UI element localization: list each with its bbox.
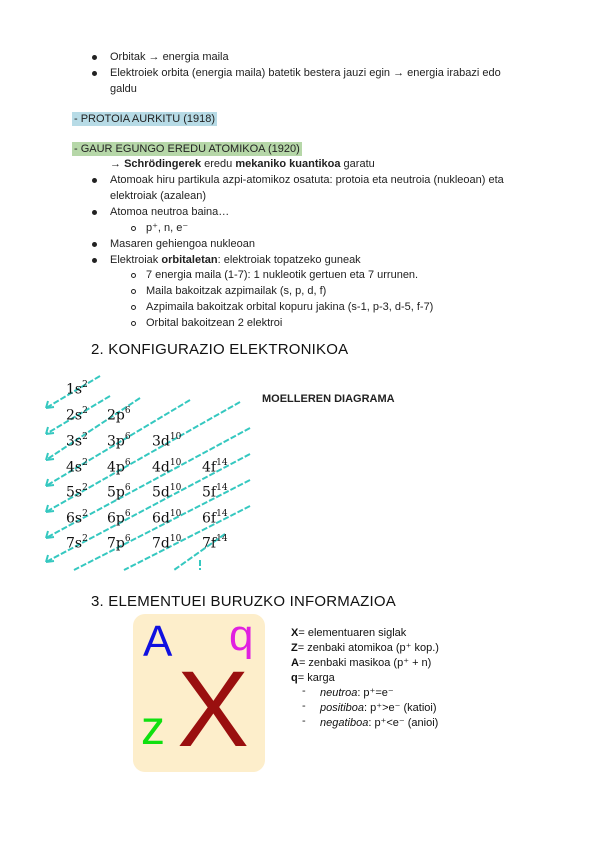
orbital-label: 5p: [107, 484, 125, 501]
x-text: = elementuaren siglak: [298, 627, 407, 639]
orbital-electrons: 6: [124, 509, 131, 519]
orbital-label: 4f: [202, 459, 217, 476]
z-key: Z: [291, 642, 298, 654]
gaur-text: - GAUR EGUNGO EREDU ATOMIKOA (1920): [74, 143, 300, 155]
bullet-elektroiak-orbitaletan: [110, 252, 361, 268]
orbital-7f: [202, 535, 228, 552]
orbital-electrons: 10: [169, 534, 182, 544]
orbital-5s: [66, 484, 88, 501]
orbital-1s: [66, 381, 88, 398]
orbital-label: 7p: [107, 535, 125, 552]
bullet-orbitak: Orbitak → energia maila: [110, 51, 229, 63]
orbital-4d: [152, 459, 181, 476]
orbital-label: 3s: [66, 433, 83, 450]
orbital-electrons: 2: [82, 534, 88, 544]
bullet-dot: [92, 55, 97, 60]
orbital-5d: [152, 484, 181, 501]
orbital-electrons: 14: [216, 534, 228, 544]
info-z: [291, 641, 439, 656]
bullet-dot: [92, 258, 97, 263]
dash-marker: -: [302, 715, 306, 727]
orbital-electrons: 10: [169, 458, 182, 468]
orbital-3p: [107, 433, 131, 450]
neutroa-text: : p⁺=e⁻: [357, 687, 394, 699]
schrodinger-name: Schrödingerek: [124, 158, 202, 170]
negatiboa-text: : p⁺<e⁻ (anioi): [368, 717, 439, 729]
orbital-electrons: 10: [169, 432, 182, 442]
bullet-dot: [92, 178, 97, 183]
q-text: = karga: [297, 672, 335, 684]
info-neutroa: [320, 686, 394, 701]
orbital-label: 3p: [107, 433, 125, 450]
orbital-label: 6f: [202, 510, 217, 527]
schrodinger-line: [110, 156, 375, 172]
orbital-5f: [202, 484, 228, 501]
schro-mid: eredu: [201, 158, 236, 170]
a-text: = zenbaki masikoa (p⁺ + n): [298, 657, 432, 669]
orbital-7d: [152, 535, 181, 552]
info-q: [291, 671, 335, 686]
orbital-electrons: 6: [124, 534, 131, 544]
sub-bullet-circle: [131, 289, 136, 294]
orbital-label: 2p: [107, 407, 125, 424]
orbital-label: 7f: [202, 535, 217, 552]
orbital-electrons: 2: [82, 380, 88, 390]
orbital-6s: [66, 510, 88, 527]
gaur-heading: [72, 141, 302, 157]
orbital-7p: [107, 535, 131, 552]
sub-bullet-circle: [131, 321, 136, 326]
orbital-label: 5s: [66, 484, 83, 501]
section-3-heading: 3. ELEMENTUEI BURUZKO INFORMAZIOA: [91, 593, 396, 610]
sub-bullet-circle: [131, 273, 136, 278]
orbital-electrons: 2: [82, 406, 88, 416]
bullet-atomoak-cont: elektroiak (azalean): [110, 190, 206, 202]
orbital-label: 5d: [152, 484, 170, 501]
orbital-label: 4d: [152, 459, 170, 476]
orbital-electrons: 2: [82, 458, 88, 468]
mass-number-symbol: A: [143, 617, 173, 666]
section-2-heading: 2. KONFIGURAZIO ELEKTRONIKOA: [91, 341, 349, 358]
sub-bullet-circle: [131, 226, 136, 231]
element-symbol-box: [133, 614, 265, 772]
neutroa-key: neutroa: [320, 687, 358, 699]
moeller-title: MOELLEREN DIAGRAMA: [262, 393, 395, 405]
sub-energia-maila: 7 energia maila (1-7): 1 nukleotik gertuen eta 7 urrunen.: [146, 269, 419, 281]
positiboa-key: positiboa: [320, 702, 365, 714]
schro-end: garatu: [340, 158, 375, 170]
orbital-electrons: 2: [82, 483, 88, 493]
info-negatiboa: [320, 716, 438, 731]
sub-maila-bakoitzak: Maila bakoitzak azpimailak (s, p, d, f): [146, 285, 327, 297]
info-x: [291, 626, 406, 641]
orbital-label: 6s: [66, 510, 83, 527]
orbital-7s: [66, 535, 88, 552]
dash-marker: -: [302, 685, 306, 697]
atomic-number-symbol: z: [141, 702, 165, 755]
orbital-4f: [202, 459, 228, 476]
orbital-electrons: 6: [124, 406, 131, 416]
sub-bullet-circle: [131, 305, 136, 310]
b4-post: : elektroiak topatzeko guneak: [217, 254, 361, 266]
mekaniko-kuantikoa: mekaniko kuantikoa: [235, 158, 341, 170]
q-key: q: [291, 672, 298, 684]
a-key: A: [291, 657, 299, 669]
dash-marker: -: [302, 700, 306, 712]
orbital-electrons: 10: [169, 509, 182, 519]
orbital-6p: [107, 510, 131, 527]
b4-pre: Elektroiak: [110, 254, 162, 266]
info-a: [291, 656, 431, 671]
bullet-atomoak: Atomoak hiru partikula azpi-atomikoz osatuta: protoia eta neutroia (nukleoan) eta: [110, 174, 504, 186]
moeller-arrowhead: [46, 555, 54, 562]
orbital-label: 6d: [152, 510, 170, 527]
orbital-label: 1s: [66, 381, 83, 398]
orbital-label: 3d: [152, 433, 170, 450]
orbital-label: 2s: [66, 407, 83, 424]
orbitaletan-bold: orbitaletan: [161, 254, 218, 266]
protoia-text: - PROTOIA AURKITU (1918): [74, 113, 216, 125]
charge-symbol: q: [229, 614, 254, 660]
sub-azpimaila: Azpimaila bakoitzak orbital kopuru jakina (s-1, p-3, d-5, f-7): [146, 301, 434, 313]
orbital-label: 4p: [107, 459, 125, 476]
orbital-3s: [66, 433, 88, 450]
info-positiboa: [320, 701, 437, 716]
x-key: X: [291, 627, 299, 639]
orbital-6f: [202, 510, 228, 527]
bullet-elektroiek: Elektroiek orbita (energia maila) batetik bestera jauzi egin → energia irabazi edo: [110, 67, 501, 79]
orbital-6d: [152, 510, 181, 527]
orbital-electrons: 6: [124, 458, 131, 468]
orbital-electrons: 6: [124, 483, 131, 493]
orbital-label: 5f: [202, 484, 217, 501]
protoia-heading: [72, 111, 217, 127]
orbital-electrons: 14: [216, 483, 228, 493]
moeller-arrow: [124, 506, 250, 570]
orbital-4s: [66, 459, 88, 476]
bullet-dot: [92, 71, 97, 76]
orbital-electrons: 10: [169, 483, 182, 493]
moeller-arrowhead: [46, 505, 54, 512]
positiboa-text: : p⁺>e⁻ (katioi): [364, 702, 437, 714]
element-x-symbol: X: [177, 648, 250, 769]
bullet-dot: [92, 242, 97, 247]
bullet-atomoa-neutroa: Atomoa neutroa baina…: [110, 206, 230, 218]
orbital-label: 4s: [66, 459, 83, 476]
sub-particles: p⁺, n, e⁻: [146, 222, 189, 234]
orbital-electrons: 2: [82, 432, 88, 442]
orbital-electrons: 14: [216, 458, 228, 468]
sub-orbital-bakoitzean: Orbital bakoitzean 2 elektroi: [146, 317, 283, 329]
bullet-elektroiek-cont: galdu: [110, 83, 137, 95]
orbital-label: 7d: [152, 535, 170, 552]
orbital-electrons: 2: [82, 509, 88, 519]
orbital-2s: [66, 407, 88, 424]
orbital-label: 6p: [107, 510, 125, 527]
bullet-masaren: Masaren gehiengoa nukleoan: [110, 238, 255, 250]
z-text: = zenbaki atomikoa (p⁺ kop.): [297, 642, 439, 654]
orbital-3d: [152, 433, 181, 450]
bullet-dot: [92, 210, 97, 215]
negatiboa-key: negatiboa: [320, 717, 369, 729]
orbital-electrons: 14: [216, 509, 228, 519]
arrow-text: →: [110, 158, 125, 170]
orbital-2p: [107, 407, 131, 424]
orbital-4p: [107, 459, 131, 476]
orbital-5p: [107, 484, 131, 501]
orbital-label: 7s: [66, 535, 83, 552]
orbital-electrons: 6: [124, 432, 131, 442]
